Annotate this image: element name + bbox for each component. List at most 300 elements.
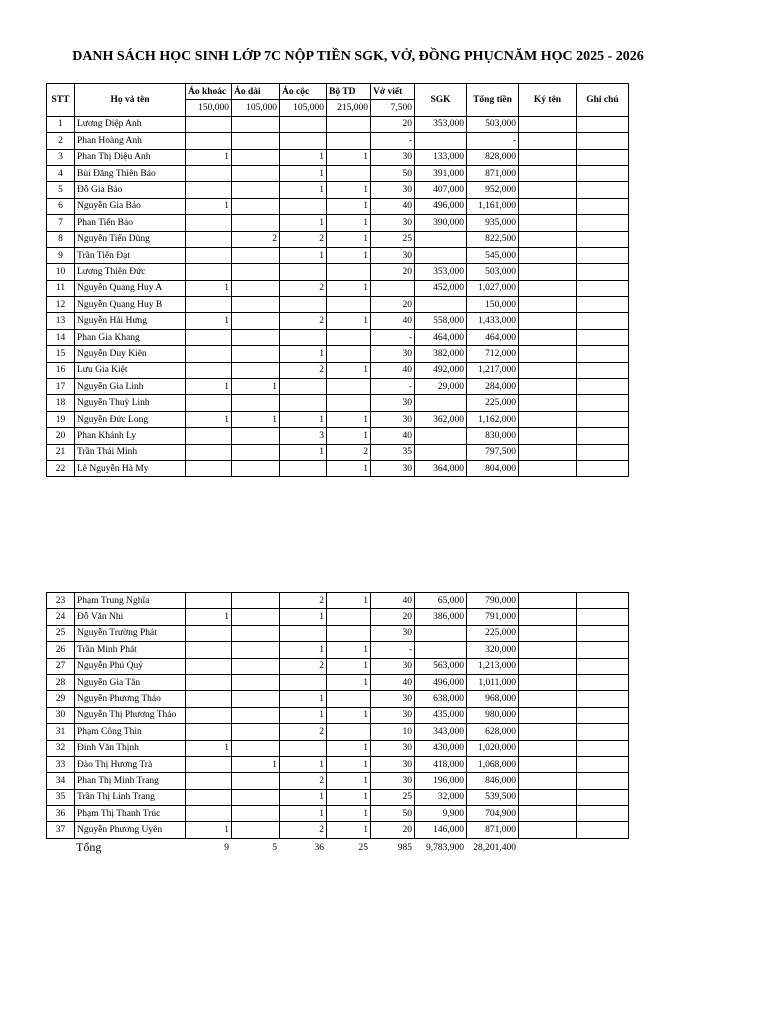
- sgk-amount: 386,000: [415, 609, 467, 625]
- student-name: Nguyễn Phương Thảo: [75, 691, 186, 707]
- student-name: Phan Thị Diệu Anh: [75, 149, 186, 165]
- row-stt: 22: [47, 460, 75, 476]
- ao-coc-qty: 2: [280, 658, 327, 674]
- page-title: DANH SÁCH HỌC SINH LỚP 7C NỘP TIỀN SGK, VỞ, ĐỒNG PHỤCNĂM HỌC 2025 - 2026: [72, 49, 644, 64]
- ao-khoac-qty: [186, 264, 232, 280]
- sgk-amount: 32,000: [415, 789, 467, 805]
- vo-viet-qty: 30: [371, 756, 415, 772]
- ghi-chu-cell: [577, 264, 629, 280]
- ao-khoac-qty: [186, 444, 232, 460]
- row-stt: 27: [47, 658, 75, 674]
- tong-tien-amount: 871,000: [467, 822, 519, 838]
- row-stt: 14: [47, 329, 75, 345]
- bo-td-qty: [327, 264, 371, 280]
- table-row: [47, 724, 629, 740]
- ghi-chu-cell: [577, 346, 629, 362]
- bo-td-qty: [327, 625, 371, 641]
- row-stt: 25: [47, 625, 75, 641]
- price-ao-coc: 105,000: [280, 100, 327, 116]
- student-name: Trần Thị Linh Trang: [75, 789, 186, 805]
- vo-viet-qty: -: [371, 133, 415, 149]
- ao-dai-qty: [232, 674, 280, 690]
- bo-td-qty: [327, 379, 371, 395]
- vo-viet-qty: 40: [371, 362, 415, 378]
- sgk-amount: 391,000: [415, 165, 467, 181]
- ao-dai-qty: [232, 625, 280, 641]
- ao-coc-qty: [280, 297, 327, 313]
- row-stt: 18: [47, 395, 75, 411]
- ao-coc-qty: 1: [280, 165, 327, 181]
- ao-dai-qty: [232, 740, 280, 756]
- sgk-amount: 353,000: [415, 116, 467, 132]
- sgk-amount: 496,000: [415, 198, 467, 214]
- bo-td-qty: 1: [327, 182, 371, 198]
- row-stt: 32: [47, 740, 75, 756]
- vo-viet-qty: [371, 280, 415, 296]
- tong-tien-amount: 791,000: [467, 609, 519, 625]
- ghi-chu-cell: [577, 773, 629, 789]
- student-name: Phạm Thị Thanh Trúc: [75, 806, 186, 822]
- table-row: [47, 593, 629, 609]
- table-row: [47, 215, 629, 231]
- ao-khoac-qty: [186, 395, 232, 411]
- ghi-chu-cell: [577, 642, 629, 658]
- student-name: Nguyễn Duy Kiên: [75, 346, 186, 362]
- ao-coc-qty: 1: [280, 756, 327, 772]
- table-row: [47, 379, 629, 395]
- ghi-chu-cell: [577, 625, 629, 641]
- ghi-chu-cell: [577, 362, 629, 378]
- header-ghi-chu: Ghi chú: [577, 84, 629, 117]
- bo-td-qty: 1: [327, 231, 371, 247]
- tong-tien-amount: 1,213,000: [467, 658, 519, 674]
- ao-dai-qty: [232, 313, 280, 329]
- ao-khoac-qty: [186, 593, 232, 609]
- price-bo-td: 215,000: [327, 100, 371, 116]
- ky-ten-cell: [519, 609, 577, 625]
- vo-viet-qty: -: [371, 379, 415, 395]
- header-sgk: SGK: [415, 84, 467, 117]
- table-row: [47, 297, 629, 313]
- vo-viet-qty: 30: [371, 182, 415, 198]
- ao-dai-qty: 1: [232, 379, 280, 395]
- ao-coc-qty: [280, 740, 327, 756]
- ao-khoac-qty: [186, 674, 232, 690]
- ghi-chu-cell: [577, 280, 629, 296]
- price-ao-khoac: 150,000: [186, 100, 232, 116]
- ghi-chu-cell: [577, 724, 629, 740]
- student-name: Lương Thiên Đức: [75, 264, 186, 280]
- vo-viet-qty: 30: [371, 740, 415, 756]
- ao-dai-qty: [232, 247, 280, 263]
- row-stt: 15: [47, 346, 75, 362]
- student-name: Nguyễn Gia Tân: [75, 674, 186, 690]
- ky-ten-cell: [519, 133, 577, 149]
- vo-viet-qty: 30: [371, 707, 415, 723]
- student-name: Nguyễn Thuỳ Linh: [75, 395, 186, 411]
- row-stt: 29: [47, 691, 75, 707]
- ghi-chu-cell: [577, 593, 629, 609]
- ky-ten-cell: [519, 395, 577, 411]
- total-tong-tien: 28,201,400: [473, 843, 516, 853]
- ao-dai-qty: [232, 329, 280, 345]
- student-name: Nguyễn Thị Phương Thảo: [75, 707, 186, 723]
- ghi-chu-cell: [577, 658, 629, 674]
- sgk-amount: 196,000: [415, 773, 467, 789]
- bo-td-qty: 1: [327, 822, 371, 838]
- vo-viet-qty: 20: [371, 116, 415, 132]
- total-ao-dai: 5: [272, 843, 277, 853]
- ghi-chu-cell: [577, 231, 629, 247]
- ky-ten-cell: [519, 806, 577, 822]
- ao-khoac-qty: [186, 625, 232, 641]
- ghi-chu-cell: [577, 444, 629, 460]
- ky-ten-cell: [519, 658, 577, 674]
- ao-khoac-qty: [186, 329, 232, 345]
- vo-viet-qty: 30: [371, 247, 415, 263]
- sgk-amount: 9,900: [415, 806, 467, 822]
- tong-tien-amount: 150,000: [467, 297, 519, 313]
- table-row: [47, 411, 629, 427]
- ky-ten-cell: [519, 625, 577, 641]
- bo-td-qty: [327, 395, 371, 411]
- sgk-amount: 563,000: [415, 658, 467, 674]
- ao-coc-qty: 1: [280, 182, 327, 198]
- student-name: Lưu Gia Kiệt: [75, 362, 186, 378]
- tong-tien-amount: 628,000: [467, 724, 519, 740]
- table-row: [47, 691, 629, 707]
- tong-tien-amount: 1,020,000: [467, 740, 519, 756]
- bo-td-qty: [327, 609, 371, 625]
- ky-ten-cell: [519, 297, 577, 313]
- tong-tien-amount: 1,068,000: [467, 756, 519, 772]
- ao-khoac-qty: [186, 247, 232, 263]
- row-stt: 9: [47, 247, 75, 263]
- sgk-amount: 492,000: [415, 362, 467, 378]
- ghi-chu-cell: [577, 609, 629, 625]
- student-name: Lương Diệp Anh: [75, 116, 186, 132]
- vo-viet-qty: -: [371, 642, 415, 658]
- ky-ten-cell: [519, 740, 577, 756]
- vo-viet-qty: 30: [371, 460, 415, 476]
- vo-viet-qty: 20: [371, 822, 415, 838]
- total-sgk: 9,783,900: [426, 843, 464, 853]
- bo-td-qty: 1: [327, 362, 371, 378]
- header-ky-ten: Ký tên: [519, 84, 577, 117]
- ky-ten-cell: [519, 329, 577, 345]
- vo-viet-qty: 40: [371, 198, 415, 214]
- sgk-amount: 418,000: [415, 756, 467, 772]
- ghi-chu-cell: [577, 215, 629, 231]
- tong-tien-amount: 980,000: [467, 707, 519, 723]
- ao-coc-qty: 1: [280, 789, 327, 805]
- ky-ten-cell: [519, 691, 577, 707]
- table-row: [47, 247, 629, 263]
- ao-khoac-qty: 1: [186, 411, 232, 427]
- vo-viet-qty: 40: [371, 313, 415, 329]
- student-name: Phan Gia Khang: [75, 329, 186, 345]
- ao-khoac-qty: [186, 806, 232, 822]
- ao-khoac-qty: [186, 691, 232, 707]
- vo-viet-qty: 35: [371, 444, 415, 460]
- row-stt: 31: [47, 724, 75, 740]
- bo-td-qty: 1: [327, 149, 371, 165]
- row-stt: 10: [47, 264, 75, 280]
- ao-dai-qty: [232, 773, 280, 789]
- tong-tien-amount: 1,027,000: [467, 280, 519, 296]
- row-stt: 13: [47, 313, 75, 329]
- ao-dai-qty: [232, 133, 280, 149]
- sgk-amount: 435,000: [415, 707, 467, 723]
- row-stt: 24: [47, 609, 75, 625]
- row-stt: 37: [47, 822, 75, 838]
- ghi-chu-cell: [577, 165, 629, 181]
- ao-dai-qty: [232, 691, 280, 707]
- sgk-amount: [415, 428, 467, 444]
- table-row: [47, 264, 629, 280]
- row-stt: 12: [47, 297, 75, 313]
- ky-ten-cell: [519, 231, 577, 247]
- vo-viet-qty: 40: [371, 593, 415, 609]
- sgk-amount: 638,000: [415, 691, 467, 707]
- ao-dai-qty: [232, 460, 280, 476]
- student-name: Nguyễn Tiến Dũng: [75, 231, 186, 247]
- bo-td-qty: 1: [327, 658, 371, 674]
- ao-dai-qty: [232, 280, 280, 296]
- tong-tien-amount: 503,000: [467, 116, 519, 132]
- ghi-chu-cell: [577, 149, 629, 165]
- ao-coc-qty: 2: [280, 231, 327, 247]
- bo-td-qty: 2: [327, 444, 371, 460]
- ao-khoac-qty: 1: [186, 740, 232, 756]
- vo-viet-qty: 30: [371, 149, 415, 165]
- bo-td-qty: 1: [327, 789, 371, 805]
- header-stt: STT: [47, 84, 75, 117]
- ghi-chu-cell: [577, 806, 629, 822]
- student-name: Đinh Văn Thịnh: [75, 740, 186, 756]
- bo-td-qty: 1: [327, 756, 371, 772]
- ao-khoac-qty: [186, 362, 232, 378]
- bo-td-qty: 1: [327, 642, 371, 658]
- table-row: [47, 773, 629, 789]
- ghi-chu-cell: [577, 247, 629, 263]
- sgk-amount: [415, 297, 467, 313]
- tong-tien-amount: 1,161,000: [467, 198, 519, 214]
- tong-tien-amount: 790,000: [467, 593, 519, 609]
- ghi-chu-cell: [577, 411, 629, 427]
- sgk-amount: [415, 395, 467, 411]
- vo-viet-qty: 50: [371, 165, 415, 181]
- ky-ten-cell: [519, 674, 577, 690]
- vo-viet-qty: 20: [371, 264, 415, 280]
- table-row: [47, 280, 629, 296]
- ao-khoac-qty: [186, 165, 232, 181]
- ao-coc-qty: 2: [280, 313, 327, 329]
- vo-viet-qty: 30: [371, 625, 415, 641]
- bo-td-qty: [327, 691, 371, 707]
- sgk-amount: 390,000: [415, 215, 467, 231]
- sgk-amount: 407,000: [415, 182, 467, 198]
- ao-khoac-qty: [186, 182, 232, 198]
- ao-dai-qty: [232, 609, 280, 625]
- ao-khoac-qty: [186, 707, 232, 723]
- sgk-amount: 382,000: [415, 346, 467, 362]
- ao-coc-qty: [280, 395, 327, 411]
- bo-td-qty: 1: [327, 773, 371, 789]
- ao-coc-qty: 1: [280, 691, 327, 707]
- ao-khoac-qty: 1: [186, 379, 232, 395]
- table-row: [47, 133, 629, 149]
- ao-coc-qty: 2: [280, 724, 327, 740]
- ghi-chu-cell: [577, 116, 629, 132]
- ao-dai-qty: 2: [232, 231, 280, 247]
- ky-ten-cell: [519, 428, 577, 444]
- tong-tien-amount: 846,000: [467, 773, 519, 789]
- student-table-part-1: [46, 83, 629, 477]
- ky-ten-cell: [519, 411, 577, 427]
- ao-coc-qty: 1: [280, 346, 327, 362]
- vo-viet-qty: 10: [371, 724, 415, 740]
- header-ao-dai: Áo dài: [232, 84, 280, 100]
- sgk-amount: [415, 247, 467, 263]
- row-stt: 28: [47, 674, 75, 690]
- row-stt: 26: [47, 642, 75, 658]
- ghi-chu-cell: [577, 822, 629, 838]
- bo-td-qty: 1: [327, 593, 371, 609]
- table-row: [47, 444, 629, 460]
- vo-viet-qty: 20: [371, 297, 415, 313]
- table-row: [47, 182, 629, 198]
- ao-coc-qty: [280, 133, 327, 149]
- student-name: Phan Thị Minh Trang: [75, 773, 186, 789]
- tong-tien-amount: 225,000: [467, 625, 519, 641]
- ky-ten-cell: [519, 756, 577, 772]
- student-name: Trần Thái Minh: [75, 444, 186, 460]
- ao-dai-qty: [232, 395, 280, 411]
- ao-khoac-qty: [186, 789, 232, 805]
- ao-dai-qty: [232, 165, 280, 181]
- ky-ten-cell: [519, 789, 577, 805]
- tong-tien-amount: 1,217,000: [467, 362, 519, 378]
- ao-coc-qty: 3: [280, 428, 327, 444]
- tong-tien-amount: 822,500: [467, 231, 519, 247]
- ky-ten-cell: [519, 116, 577, 132]
- student-name: Nguyễn Gia Bảo: [75, 198, 186, 214]
- ao-dai-qty: [232, 116, 280, 132]
- bo-td-qty: [327, 329, 371, 345]
- ghi-chu-cell: [577, 395, 629, 411]
- ao-khoac-qty: 1: [186, 280, 232, 296]
- ao-khoac-qty: 1: [186, 198, 232, 214]
- tong-tien-amount: 225,000: [467, 395, 519, 411]
- row-stt: 20: [47, 428, 75, 444]
- sgk-amount: 364,000: [415, 460, 467, 476]
- bo-td-qty: 1: [327, 198, 371, 214]
- bo-td-qty: 1: [327, 411, 371, 427]
- ghi-chu-cell: [577, 133, 629, 149]
- row-stt: 2: [47, 133, 75, 149]
- sgk-amount: [415, 625, 467, 641]
- ao-dai-qty: 1: [232, 756, 280, 772]
- ao-coc-qty: [280, 674, 327, 690]
- tong-tien-amount: 545,000: [467, 247, 519, 263]
- ao-dai-qty: [232, 215, 280, 231]
- table-row: [47, 642, 629, 658]
- ao-khoac-qty: [186, 724, 232, 740]
- tong-tien-amount: 804,000: [467, 460, 519, 476]
- bo-td-qty: 1: [327, 215, 371, 231]
- ao-coc-qty: 1: [280, 215, 327, 231]
- row-stt: 35: [47, 789, 75, 805]
- ao-dai-qty: 1: [232, 411, 280, 427]
- ghi-chu-cell: [577, 460, 629, 476]
- ghi-chu-cell: [577, 707, 629, 723]
- student-name: Lê Nguyễn Hà My: [75, 460, 186, 476]
- table-row: [47, 674, 629, 690]
- ky-ten-cell: [519, 773, 577, 789]
- ky-ten-cell: [519, 707, 577, 723]
- sgk-amount: 496,000: [415, 674, 467, 690]
- tong-tien-amount: 1,162,000: [467, 411, 519, 427]
- ao-khoac-qty: [186, 215, 232, 231]
- ao-dai-qty: [232, 658, 280, 674]
- student-name: Phan Khánh Ly: [75, 428, 186, 444]
- ao-dai-qty: [232, 642, 280, 658]
- ao-khoac-qty: [186, 756, 232, 772]
- header-tong-tien: Tổng tiền: [467, 84, 519, 117]
- ky-ten-cell: [519, 642, 577, 658]
- ao-dai-qty: [232, 346, 280, 362]
- bo-td-qty: [327, 724, 371, 740]
- ao-coc-qty: [280, 264, 327, 280]
- row-stt: 36: [47, 806, 75, 822]
- student-name: Nguyễn Hải Hưng: [75, 313, 186, 329]
- ky-ten-cell: [519, 165, 577, 181]
- student-name: Phạm Trung Nghĩa: [75, 593, 186, 609]
- ghi-chu-cell: [577, 740, 629, 756]
- ky-ten-cell: [519, 247, 577, 263]
- tong-tien-amount: 284,000: [467, 379, 519, 395]
- bo-td-qty: 1: [327, 740, 371, 756]
- ao-coc-qty: [280, 198, 327, 214]
- tong-tien-amount: 935,000: [467, 215, 519, 231]
- student-name: Trần Minh Phát: [75, 642, 186, 658]
- tong-tien-amount: 828,000: [467, 149, 519, 165]
- tong-tien-amount: 539,500: [467, 789, 519, 805]
- ao-khoac-qty: [186, 658, 232, 674]
- ao-dai-qty: [232, 428, 280, 444]
- ao-coc-qty: 1: [280, 411, 327, 427]
- student-name: Phan Tiến Bảo: [75, 215, 186, 231]
- row-stt: 33: [47, 756, 75, 772]
- student-name: Nguyễn Gia Linh: [75, 379, 186, 395]
- table-row: [47, 362, 629, 378]
- table-row: [47, 789, 629, 805]
- total-ao-khoac: 9: [224, 843, 229, 853]
- ao-khoac-qty: 1: [186, 609, 232, 625]
- totals-label: Tổng: [76, 840, 102, 854]
- vo-viet-qty: 50: [371, 806, 415, 822]
- vo-viet-qty: 30: [371, 411, 415, 427]
- row-stt: 8: [47, 231, 75, 247]
- header-bo-td: Bộ TD: [327, 84, 371, 100]
- student-name: Phạm Công Thìn: [75, 724, 186, 740]
- ky-ten-cell: [519, 444, 577, 460]
- ghi-chu-cell: [577, 674, 629, 690]
- ky-ten-cell: [519, 182, 577, 198]
- header-row: [47, 84, 629, 100]
- ao-coc-qty: [280, 460, 327, 476]
